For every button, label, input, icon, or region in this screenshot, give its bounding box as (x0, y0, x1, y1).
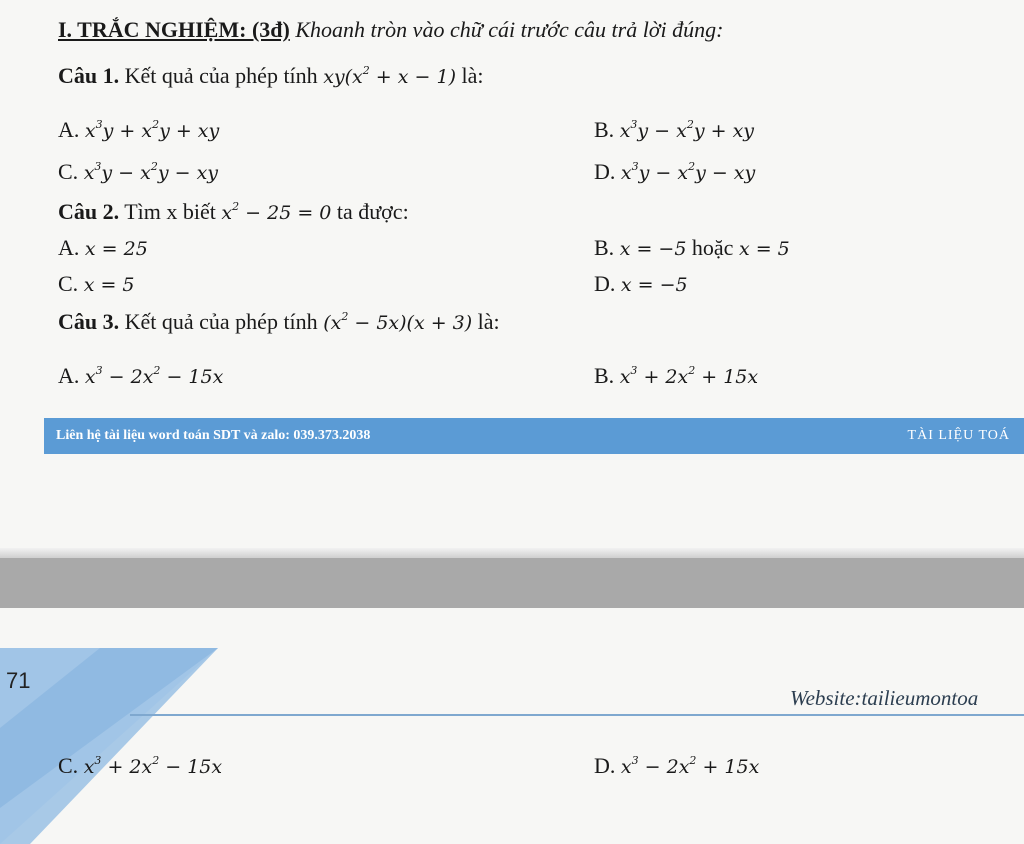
q2-option-d-math: x = −5 (620, 274, 688, 296)
q2-option-b-or: hoặc (691, 235, 734, 260)
q3-option-d-math: $x^3 - 2x^2 + 15x$ (620, 754, 760, 778)
q1-option-d-math: $x^3y - x^2y$ − xy (620, 160, 756, 184)
q3-text: Kết quả của phép tính (124, 309, 318, 334)
q2-expression: $x^2 - 25 = 0$ (221, 200, 332, 224)
q1-tail: là: (461, 63, 484, 88)
website-link[interactable]: Website:tailieumontoa (790, 686, 979, 710)
q3-label: Câu 3. (58, 309, 120, 334)
q1-option-a[interactable] (58, 116, 219, 145)
section-heading-line (58, 16, 724, 44)
q3-option-c-label: C. (58, 753, 79, 778)
q2-text: Tìm x biết (124, 199, 216, 224)
q2-option-b-label: B. (594, 235, 615, 260)
q3-option-a-math: $x^3 - 2x^2 - 15x$ (84, 364, 224, 388)
q2-option-d[interactable] (594, 270, 688, 299)
q2-option-a-math: x = 25 (84, 238, 148, 260)
q1-expression: $xy(x^2 + x - 1)$ (323, 64, 456, 88)
q3-option-a-label: A. (58, 363, 80, 388)
q2-option-a[interactable] (58, 234, 148, 263)
question-2 (58, 198, 409, 227)
q1-option-b-label: B. (594, 117, 615, 142)
q1-option-c-math: $x^3y - x^2y$ − xy (83, 160, 219, 184)
q2-option-c-label: C. (58, 271, 79, 296)
contact-banner (44, 418, 1024, 454)
q1-option-a-math: $x^3y + x^2y$ + xy (84, 118, 220, 142)
q1-option-a-label: A. (58, 117, 80, 142)
q2-label: Câu 2. (58, 199, 120, 224)
q2-option-c[interactable] (58, 270, 135, 299)
q2-option-d-label: D. (594, 271, 616, 296)
section-instruction: Khoanh tròn vào chữ cái trước câu trả lời đúng: (295, 17, 724, 42)
q1-option-d-label: D. (594, 159, 616, 184)
q3-option-b-label: B. (594, 363, 615, 388)
q2-option-b[interactable] (594, 234, 790, 263)
footer-rule (130, 714, 1024, 716)
q2-option-c-math: x = 5 (83, 274, 135, 296)
q3-option-c[interactable] (58, 752, 222, 781)
q3-option-d-label: D. (594, 753, 616, 778)
section-heading: I. TRẮC NGHIỆM: (3đ) (58, 17, 290, 42)
page-number: 71 (6, 668, 31, 693)
q3-option-c-math: $x^3 + 2x^2 - 15x$ (83, 754, 223, 778)
q3-expression: $(x^2 - 5x)(x + 3)$ (323, 310, 473, 334)
q3-option-a[interactable] (58, 362, 223, 391)
q1-option-d[interactable] (594, 158, 755, 187)
q1-option-b-math: $x^3y - x^2y$ + xy (619, 118, 755, 142)
q3-option-d[interactable] (594, 752, 759, 781)
q3-tail: là: (477, 309, 500, 334)
q3-option-b[interactable] (594, 362, 758, 391)
q1-option-c-label: C. (58, 159, 79, 184)
q2-option-b-math-1: x = −5 (619, 238, 687, 260)
q1-label: Câu 1. (58, 63, 120, 88)
q1-option-b[interactable] (594, 116, 754, 145)
question-1 (58, 62, 483, 91)
q2-option-b-math-2: x = 5 (738, 238, 790, 260)
footer-triangle-decoration (0, 608, 230, 844)
q1-text: Kết quả của phép tính (124, 63, 318, 88)
q2-tail: ta được: (336, 199, 409, 224)
q2-option-a-label: A. (58, 235, 80, 260)
contact-banner-brand: TÀI LIỆU TOÁ (907, 428, 1010, 443)
question-3 (58, 308, 500, 337)
q1-option-c[interactable] (58, 158, 218, 187)
q3-option-b-math: $x^3 + 2x^2 + 15x$ (619, 364, 759, 388)
page-break-band (0, 558, 1024, 608)
contact-banner-text: Liên hệ tài liệu word toán SDT và zalo: 039.373.2038 (56, 428, 371, 443)
